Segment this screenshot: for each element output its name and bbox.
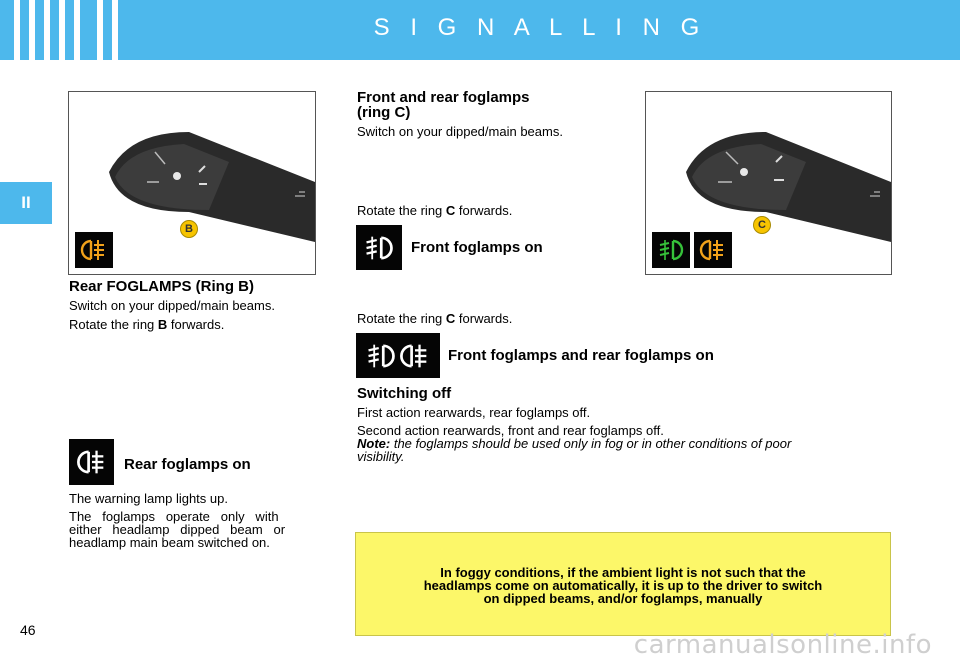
front-foglamp-indicator bbox=[652, 232, 690, 268]
rear-foglamp-icon bbox=[398, 342, 432, 370]
page-number: 46 bbox=[20, 622, 36, 638]
page-title: S I G N A L L I N G bbox=[373, 14, 707, 41]
rear-foglamp-indicator bbox=[694, 232, 732, 268]
note-line2: visibility. bbox=[357, 449, 405, 464]
rear-foglamps-heading: Rear FOGLAMPS (Ring B) bbox=[69, 278, 255, 295]
header-stripe bbox=[74, 0, 80, 60]
header-bar bbox=[0, 0, 960, 60]
header-stripe bbox=[112, 0, 118, 60]
foggy-conditions-text: In foggy conditions, if the ambient light is not such that the headlamps come on automatically, it is up to the driver to switch on dipped beams, and/or foglamps, manually bbox=[423, 565, 823, 606]
stalk-photo-left bbox=[68, 91, 316, 275]
foggy-conditions-note bbox=[355, 532, 891, 636]
front-foglamps-on-label: Front foglamps on bbox=[411, 239, 543, 256]
header-stripe bbox=[29, 0, 35, 60]
rear-foglamps-on-label: Rear foglamps on bbox=[124, 456, 251, 473]
ring-c-badge: C bbox=[753, 216, 771, 234]
front-rear-foglamps-on-label: Front foglamps and rear foglamps on bbox=[448, 347, 714, 364]
front-rear-heading-line1: Front and rear foglamps bbox=[357, 89, 530, 106]
operate-text-line2: either headlamp dipped beam or bbox=[69, 522, 286, 537]
header-stripe bbox=[14, 0, 20, 60]
middle-rotate-text-2: Rotate the ring C forwards. bbox=[357, 311, 513, 326]
header-stripe bbox=[59, 0, 65, 60]
watermark: carmanualsonline.info bbox=[633, 630, 932, 660]
rear-foglamp-icon bbox=[698, 238, 728, 262]
header-stripe bbox=[44, 0, 50, 60]
note-line1: Note: the foglamps should be used only in fog or in other conditions of poor bbox=[357, 436, 792, 451]
front-rear-heading-line2: (ring C) bbox=[357, 104, 411, 121]
chapter-tab[interactable]: II bbox=[0, 182, 52, 224]
ring-b-badge: B bbox=[180, 220, 198, 238]
rear-foglamp-icon bbox=[75, 448, 109, 476]
front-foglamp-lamp bbox=[356, 225, 402, 270]
warning-lamp-text: The warning lamp lights up. bbox=[69, 491, 228, 506]
front-foglamp-icon bbox=[362, 234, 396, 262]
left-rotate-text: Rotate the ring B forwards. bbox=[69, 317, 225, 332]
switch-off-line2: Second action rearwards, front and rear foglamps off. bbox=[357, 423, 664, 438]
front-foglamp-icon bbox=[656, 238, 686, 262]
operate-text-line3: headlamp main beam switched on. bbox=[69, 535, 270, 550]
switching-off-heading: Switching off bbox=[357, 385, 452, 402]
middle-switch-on-text: Switch on your dipped/main beams. bbox=[357, 124, 563, 139]
switch-off-line1: First action rearwards, rear foglamps off. bbox=[357, 405, 591, 420]
rear-foglamp-warning-lamp bbox=[69, 439, 114, 485]
front-rear-foglamp-lamp bbox=[356, 333, 440, 378]
front-foglamp-icon bbox=[364, 342, 398, 370]
left-switch-on-text: Switch on your dipped/main beams. bbox=[69, 298, 275, 313]
middle-rotate-text-1: Rotate the ring C forwards. bbox=[357, 203, 513, 218]
operate-text-line1: The foglamps operate only with bbox=[69, 509, 279, 524]
stalk-photo-right bbox=[645, 91, 892, 275]
rear-foglamp-icon bbox=[79, 238, 109, 262]
header-stripe bbox=[97, 0, 103, 60]
rear-foglamp-indicator bbox=[75, 232, 113, 268]
